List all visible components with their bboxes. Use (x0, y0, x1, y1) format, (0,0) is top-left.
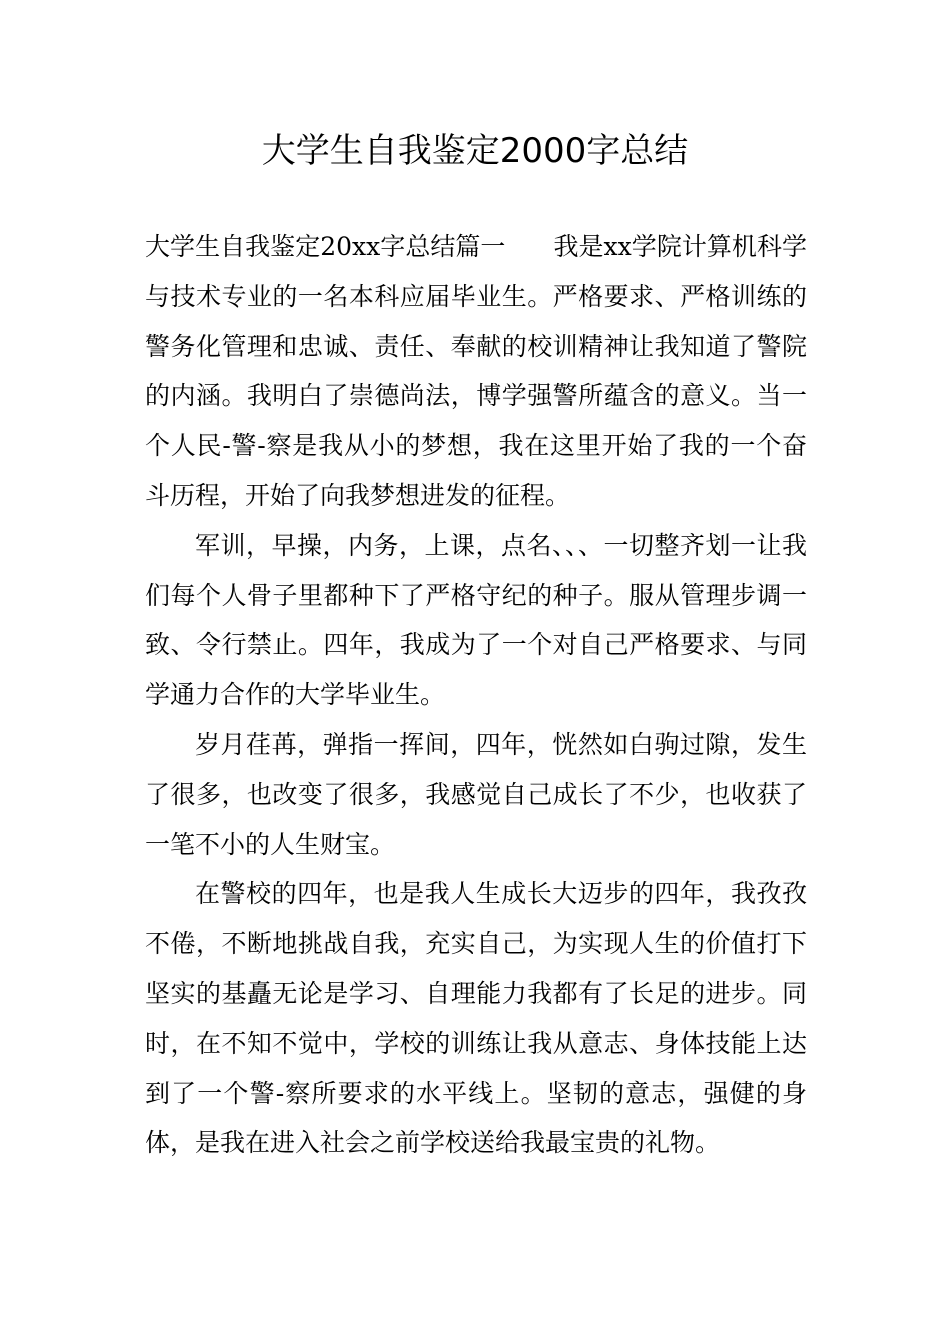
document-body (145, 222, 807, 1168)
paragraph-1 (145, 222, 807, 521)
paragraph-4: 在警校的四年，也是我人生成长大迈步的四年，我孜孜不倦，不断地挑战自我，充实自己，为实现人生的价值打下坚实的基矗无论是学习、自理能力我都有了长足的进步。同时，在不知不觉中，学校的训练让我从意志、身体技能上达到了一个警-察所要求的水平线上。坚韧的意志，强健的身体，是我在进入社会之前学校送给我最宝贵的礼物。 (145, 879, 807, 1158)
paragraph-3: 岁月荏苒，弹指一挥间，四年，恍然如白驹过隙，发生了很多，也改变了很多，我感觉自己成长了不少，也收获了一笔不小的人生财宝。 (145, 729, 807, 859)
document-title: 大学生自我鉴定2000字总结 (261, 131, 689, 171)
paragraph-1-text: 我是xx学院计算机科学与技术专业的一名本科应届毕业生。严格要求、严格训练的警务化管理和忠诚、责任、奉献的校训精神让我知道了警院的内涵。我明白了崇德尚法，博学强警所蕴含的意义。当一个人民-警-察是我从小的梦想，我在这里开始了我的一个奋斗历程，开始了向我梦想进发的征程。 (145, 232, 807, 510)
section-heading: 大学生自我鉴定20xx字总结篇一 (145, 232, 506, 261)
paragraph-2: 军训，早操，内务，上课，点名、、、一切整齐划一让我们每个人骨子里都种下了严格守纪的种子。服从管理步调一致、令行禁止。四年，我成为了一个对自己严格要求、与同学通力合作的大学毕业生。 (145, 530, 807, 710)
